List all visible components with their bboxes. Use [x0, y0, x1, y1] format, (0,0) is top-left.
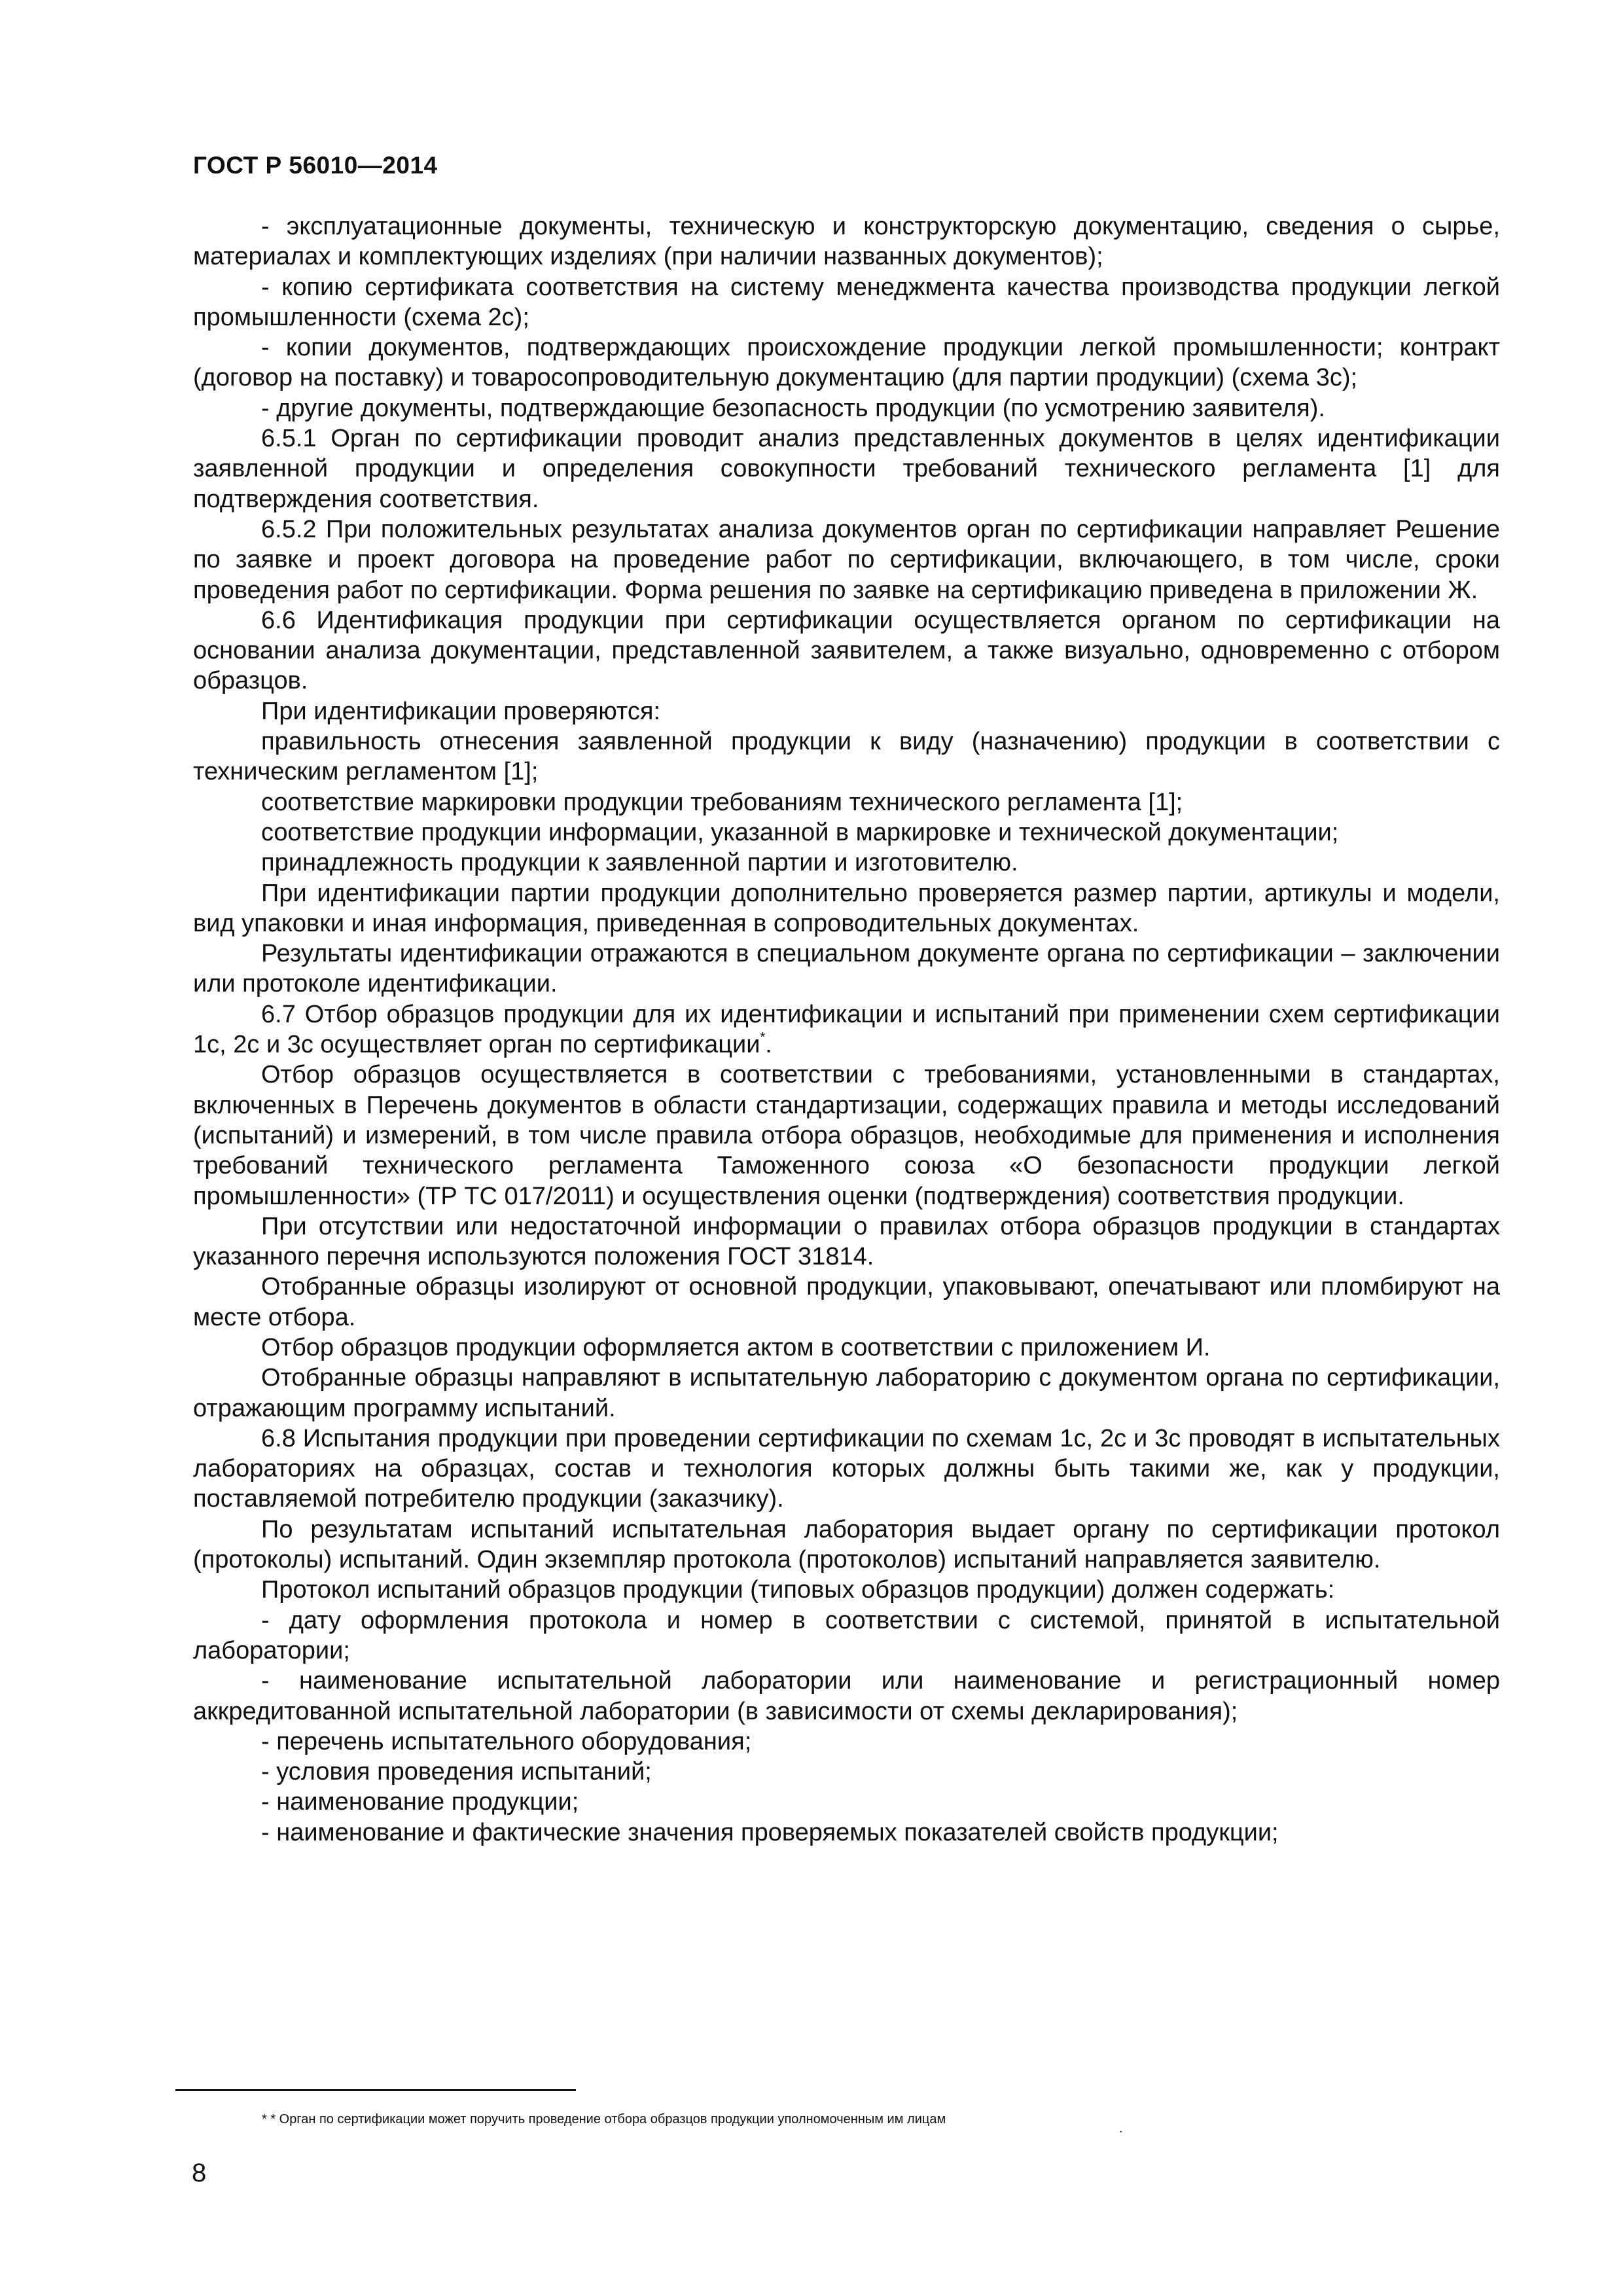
footnote-trailing-dot: . — [1119, 2121, 1123, 2136]
paragraph: При идентификации проверяются: — [261, 697, 661, 725]
footnote: * * Орган по сертификации может поручить проведение отбора образцов продукции уполномоченным им лицам — [262, 2112, 946, 2126]
paragraph: При отсутствии или недостаточной информации о правилах отбора образцов продукции в стандартах указанного перечня используются положения ГОСТ 31814. — [193, 1212, 1500, 1271]
paragraph: 6.8 Испытания продукции при проведении сертификации по схемам 1с, 2с и 3с проводят в испытательных лабораториях на образцах, состав и технология которых должны быть такими же, как у продукции, поставляемой потребителю продукции (заказчику). — [193, 1424, 1500, 1513]
paragraph: - другие документы, подтверждающие безопасность продукции (по усмотрению заявителя). — [261, 394, 1325, 422]
paragraph-6-7-end: . — [765, 1031, 772, 1059]
footnote-separator — [175, 2089, 576, 2091]
document-header: ГОСТ Р 56010—2014 — [193, 152, 438, 179]
paragraph: - копии документов, подтверждающих происхождение продукции легкой промышленности; контракт (договор на поставку) и товаросопроводительную документацию (для партии продукции) (схема 3с); — [193, 334, 1500, 392]
paragraph: 6.5.1 Орган по сертификации проводит анализ представленных документов в целях идентификации заявленной продукции и определения совокупности требований технического регламента [1] для подтверждения соответствия. — [193, 425, 1500, 513]
paragraph: Результаты идентификации отражаются в специальном документе органа по сертификации – заключении или протоколе идентификации. — [193, 940, 1500, 998]
paragraph: Протокол испытаний образцов продукции (типовых образцов продукции) должен содержать: — [261, 1576, 1335, 1604]
footnote-marker: * — [760, 1030, 766, 1045]
paragraph: соответствие маркировки продукции требованиям технического регламента [1]; — [261, 788, 1183, 816]
paragraph: Отобранные образцы направляют в испытательную лабораторию с документом органа по сертификации, отражающим программу испытаний. — [193, 1364, 1500, 1422]
paragraph: Отбор образцов продукции оформляется актом в соответствии с приложением И. — [261, 1333, 1211, 1361]
paragraph: - эксплуатационные документы, техническую и конструкторскую документацию, сведения о сырье, материалах и комплектующих изделиях (при наличии названных документов); — [193, 213, 1500, 271]
paragraph: - наименование продукции; — [261, 1788, 579, 1816]
paragraph: правильность отнесения заявленной продукции к виду (назначению) продукции в соответствии с техническим регламентом [1]; — [193, 728, 1500, 786]
paragraph: 6.5.2 При положительных результатах анализа документов орган по сертификации направляет Решение по заявке и проект договора на проведение работ по сертификации, включающего, в том числе, сроки проведения работ по сертификации. Форма решения по заявке на сертификацию приведена в приложении Ж. — [193, 515, 1500, 604]
paragraph: соответствие продукции информации, указанной в маркировке и технической документации; — [261, 818, 1339, 846]
document-body — [193, 211, 1500, 1848]
paragraph: По результатам испытаний испытательная лаборатория выдает органу по сертификации протокол (протоколы) испытаний. Один экземпляр протокола (протоколов) испытаний направляется заявителю. — [193, 1515, 1500, 1574]
paragraph: - перечень испытательного оборудования; — [261, 1727, 752, 1755]
page-number: 8 — [192, 2159, 207, 2187]
paragraph: Отобранные образцы изолируют от основной продукции, упаковывают, опечатывают или пломбируют на месте отбора. — [193, 1273, 1500, 1331]
paragraph: - наименование и фактические значения проверяемых показателей свойств продукции; — [261, 1818, 1279, 1846]
paragraph-6-7-text: 6.7 Отбор образцов продукции для их идентификации и испытаний при применении схем сертификации 1с, 2с и 3с осуществляет орган по сертификации — [193, 1000, 1500, 1059]
paragraph: 6.6 Идентификация продукции при сертификации осуществляется органом по сертификации на основании анализа документации, представленной заявителем, а также визуально, одновременно с отбором образцов. — [193, 606, 1500, 695]
paragraph: - наименование испытательной лаборатории или наименование и регистрационный номер аккредитованной испытательной лаборатории (в зависимости от схемы декларирования); — [193, 1667, 1500, 1725]
paragraph: - копию сертификата соответствия на систему менеджмента качества производства продукции легкой промышленности (схема 2с); — [193, 273, 1500, 331]
paragraph: - условия проведения испытаний; — [261, 1758, 652, 1786]
paragraph: Отбор образцов осуществляется в соответствии с требованиями, установленными в стандартах, включенных в Перечень документов в области стандартизации, содержащих правила и методы исследований (испытаний) и измерений, в том числе правила отбора образцов, необходимые для применения и исполнения требований технического регламента Таможенного союза «О безопасности продукции легкой промышленности» (ТР ТС 017/2011) и осуществления оценки (подтверждения) соответствия продукции. — [193, 1061, 1500, 1210]
paragraph: принадлежность продукции к заявленной партии и изготовителю. — [261, 849, 1018, 877]
paragraph: - дату оформления протокола и номер в соответствии с системой, принятой в испытательной лаборатории; — [193, 1606, 1500, 1664]
paragraph-6-7 — [193, 999, 1500, 1060]
paragraph: При идентификации партии продукции дополнительно проверяется размер партии, артикулы и модели, вид упаковки и иная информация, приведенная в сопроводительных документах. — [193, 879, 1500, 937]
